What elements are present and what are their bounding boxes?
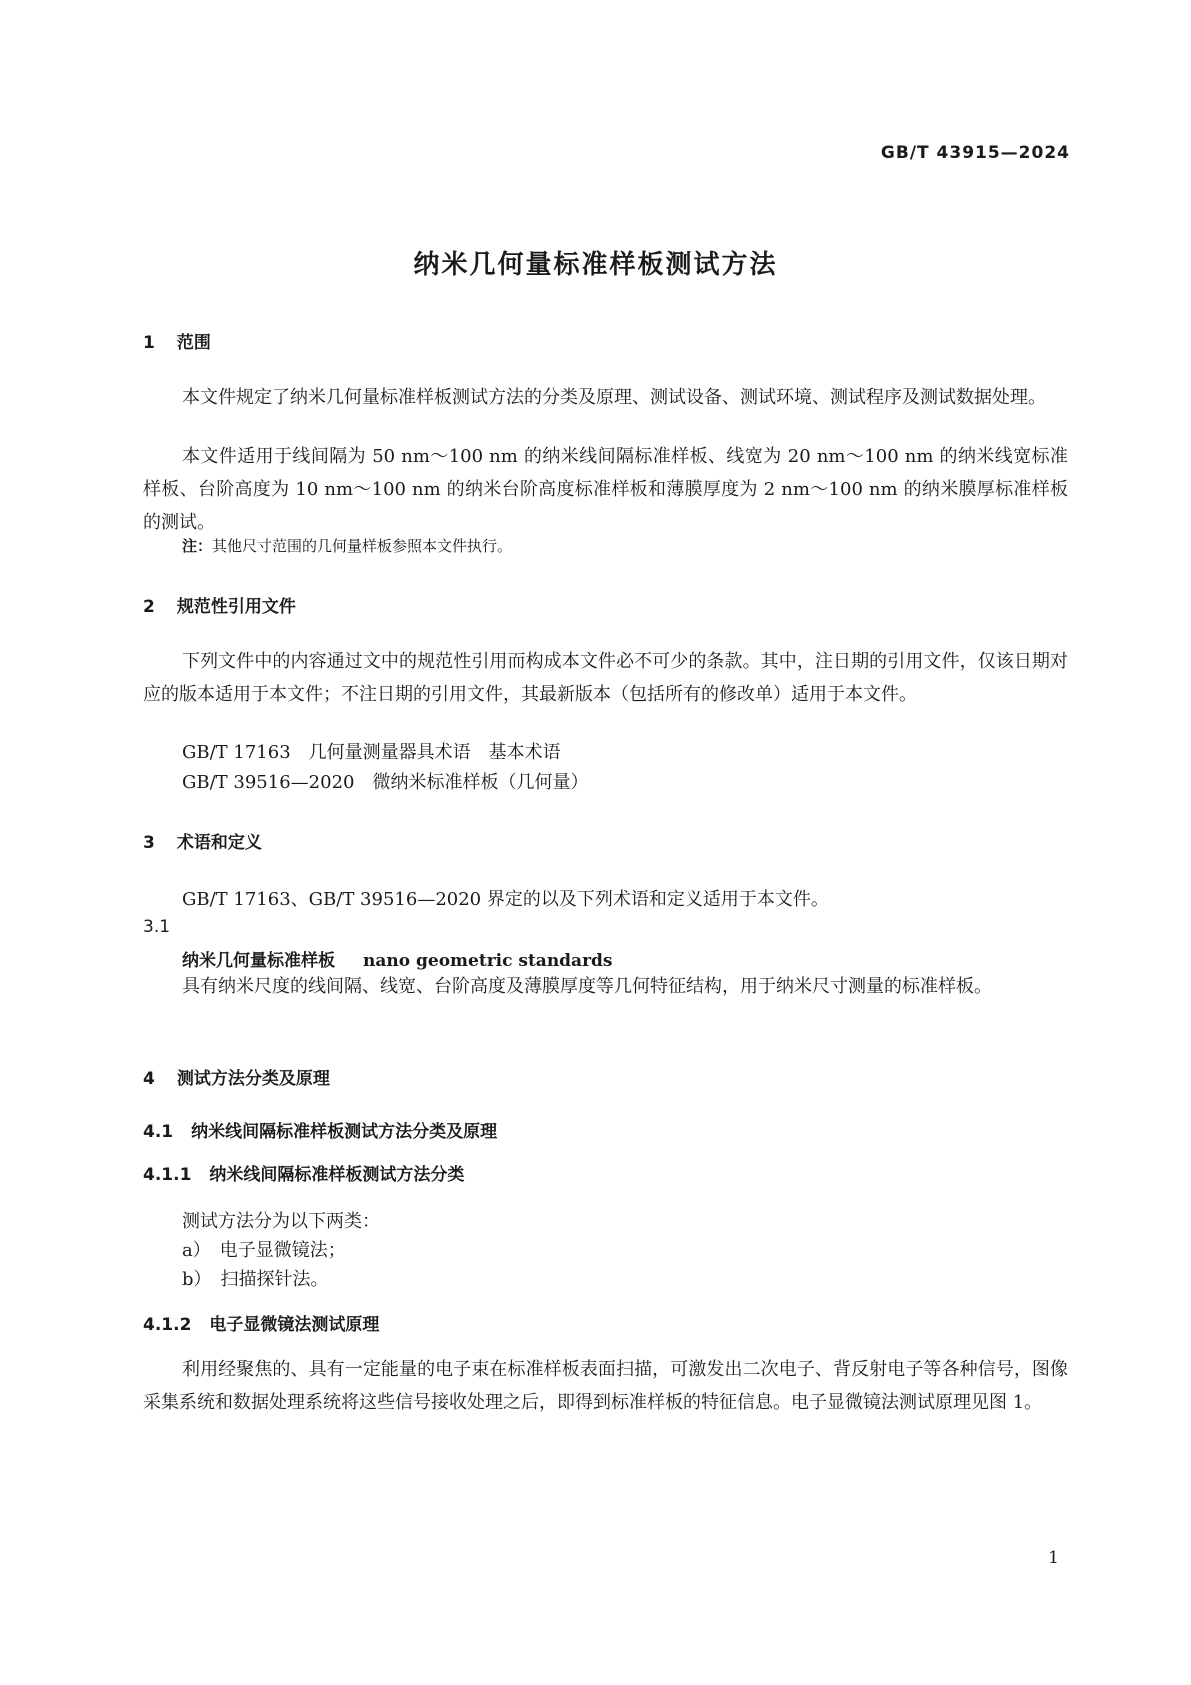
page-number: 1 [1048,1548,1059,1568]
section-1-heading [143,328,211,353]
section-title: 电子显微镜法测试原理 [209,1315,380,1335]
section-number: 4 [143,1069,155,1089]
term-english: nano geometric standards [363,951,613,971]
reference-item: GB/T 17163 几何量测量器具术语 基本术语 [182,742,561,763]
section-number: 2 [143,597,155,617]
section-4-1-2-heading [143,1310,379,1335]
note [182,535,512,556]
section-number: 4.1.2 [143,1315,192,1335]
paragraph: GB/T 17163、GB/T 39516—2020 界定的以及下列术语和定义适用于本文件。 [182,889,829,910]
term-chinese: 纳米几何量标准样板 [182,951,335,971]
section-number: 3 [143,833,155,853]
section-title: 纳米线间隔标准样板测试方法分类及原理 [191,1122,498,1142]
section-title: 规范性引用文件 [176,597,296,617]
section-number: 4.1.1 [143,1165,192,1185]
reference-item: GB/T 39516—2020 微纳米标准样板（几何量） [182,772,589,793]
section-number: 1 [143,333,155,353]
section-4-1-heading [143,1117,497,1142]
section-4-1-1-heading [143,1160,464,1185]
section-title: 测试方法分类及原理 [176,1069,330,1089]
section-4-heading [143,1064,330,1089]
section-3-heading [143,828,262,853]
section-title: 术语和定义 [176,833,262,853]
term-number: 3.1 [143,917,171,937]
section-title: 范围 [176,333,211,353]
paragraph: 下列文件中的内容通过文中的规范性引用而构成本文件必不可少的条款。其中，注日期的引用文件，仅该日期对应的版本适用于本文件；不注日期的引用文件，其最新版本（包括所有的修改单）适用于本文件。 [143,651,1068,705]
section-title: 纳米线间隔标准样板测试方法分类 [209,1165,465,1185]
section-2-heading [143,592,296,617]
paragraph: 利用经聚焦的、具有一定能量的电子束在标准样板表面扫描，可激发出二次电子、背反射电子等各种信号，图像采集系统和数据处理系统将这些信号接收处理之后，即得到标准样板的特征信息。电子显微镜法测试原理见图 1。 [143,1359,1068,1413]
note-text: 其他尺寸范围的几何量样板参照本文件执行。 [212,537,513,555]
standard-id: GB/T 43915—2024 [880,143,1070,163]
paragraph: 本文件规定了纳米几何量标准样板测试方法的分类及原理、测试设备、测试环境、测试程序及测试数据处理。 [182,387,1046,408]
list-intro: 测试方法分为以下两类： [182,1211,380,1232]
list-item: a） 电子显微镜法； [182,1240,346,1261]
paragraph: 本文件适用于线间隔为 50 nm～100 nm 的纳米线间隔标准样板、线宽为 20 nm～100 nm 的纳米线宽标准样板、台阶高度为 10 nm～100 nm 的纳米台阶高度标准样板和薄膜厚度为 2 nm～100 nm 的纳米膜厚标准样板的测试。 [143,446,1068,533]
document-title: 纳米几何量标准样板测试方法 [413,250,778,280]
note-label: 注： [182,537,213,555]
term-entry [182,946,613,971]
term-definition: 具有纳米尺度的线间隔、线宽、台阶高度及薄膜厚度等几何特征结构，用于纳米尺寸测量的标准样板。 [182,976,992,997]
list-item: b） 扫描探针法。 [182,1269,329,1290]
section-number: 4.1 [143,1122,174,1142]
